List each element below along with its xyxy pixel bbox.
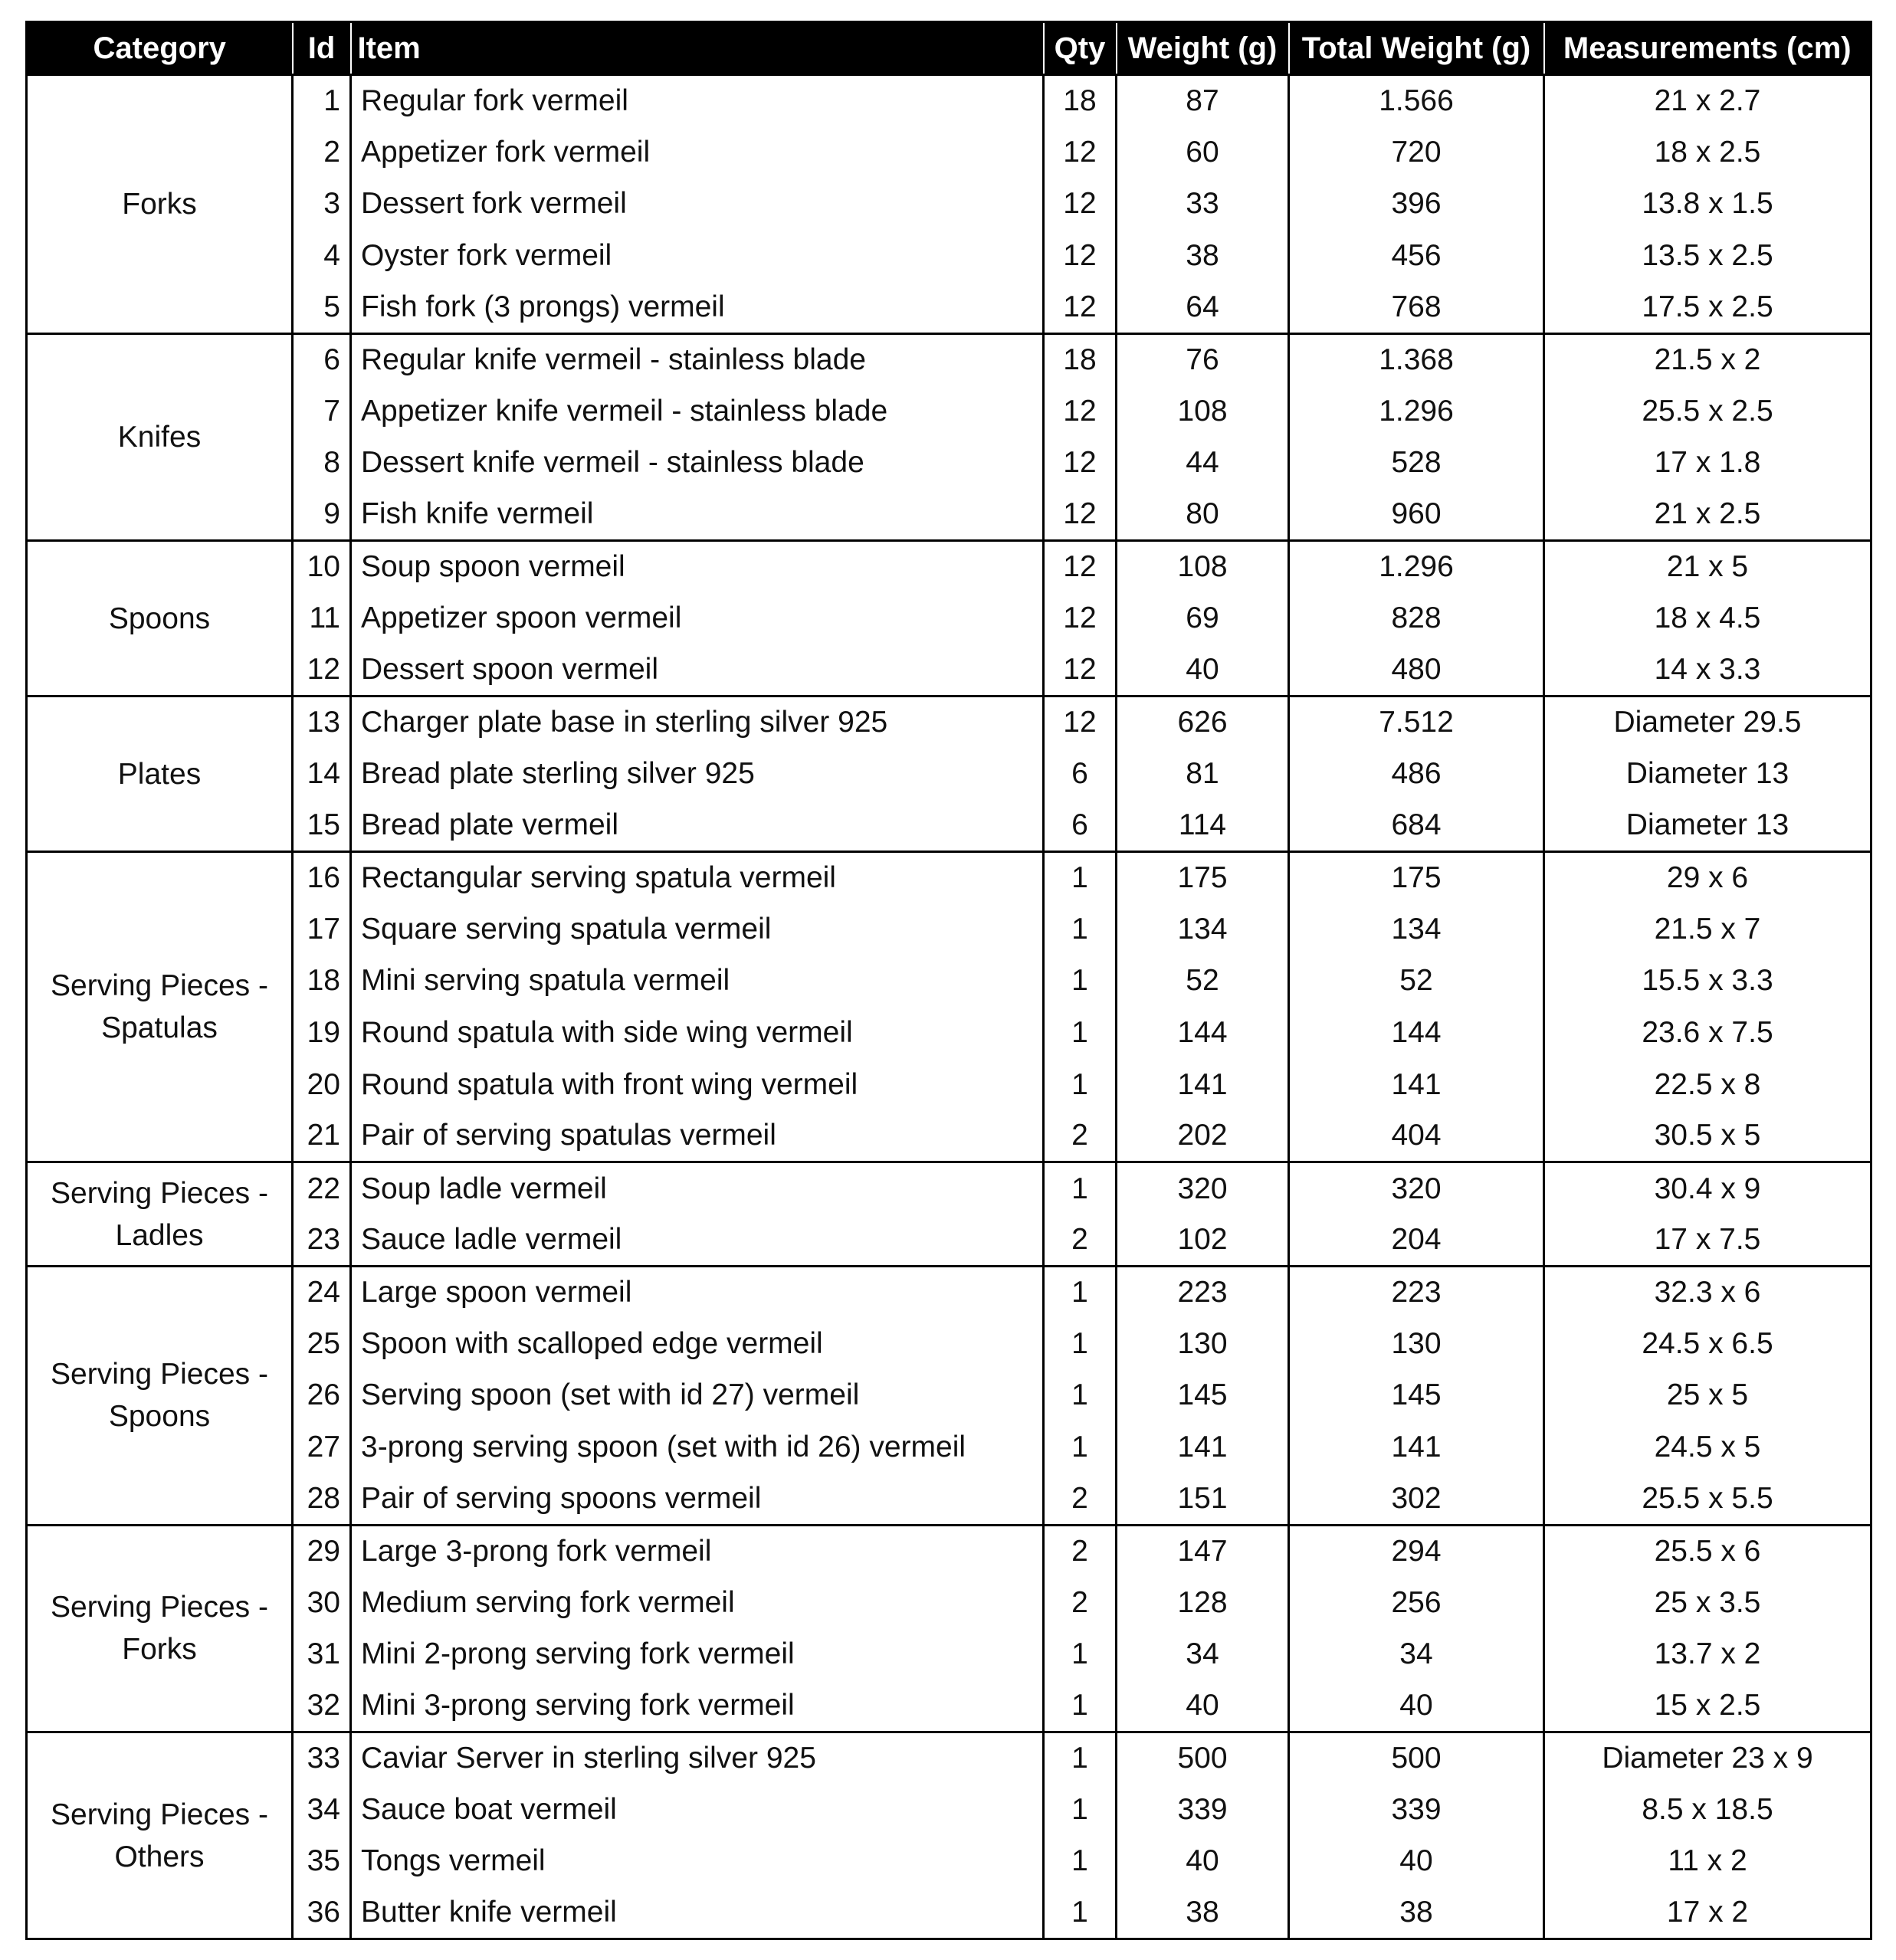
id-cell: 21 xyxy=(293,1110,351,1162)
item-cell: Dessert fork vermeil xyxy=(351,179,1044,231)
measurements-cell: 17 x 1.8 xyxy=(1544,438,1871,490)
item-cell: Soup spoon vermeil xyxy=(351,541,1044,593)
category-cell: Serving Pieces - Spatulas xyxy=(27,851,293,1162)
id-cell: 30 xyxy=(293,1577,351,1629)
measurements-cell: 30.5 x 5 xyxy=(1544,1110,1871,1162)
qty-cell: 1 xyxy=(1044,1628,1117,1680)
table-row xyxy=(27,1525,1871,1577)
total-weight-cell: 396 xyxy=(1289,179,1544,231)
weight-cell: 626 xyxy=(1117,696,1289,749)
table-row xyxy=(27,696,1871,749)
id-cell: 35 xyxy=(293,1836,351,1888)
item-cell: Mini 3-prong serving fork vermeil xyxy=(351,1680,1044,1732)
weight-cell: 339 xyxy=(1117,1784,1289,1836)
table-row xyxy=(27,230,1871,282)
id-cell: 7 xyxy=(293,385,351,438)
qty-cell: 1 xyxy=(1044,1887,1117,1939)
qty-cell: 1 xyxy=(1044,1421,1117,1473)
total-weight-cell: 130 xyxy=(1289,1318,1544,1370)
weight-cell: 81 xyxy=(1117,748,1289,800)
measurements-cell: 13.7 x 2 xyxy=(1544,1628,1871,1680)
total-weight-cell: 684 xyxy=(1289,800,1544,852)
qty-cell: 1 xyxy=(1044,1680,1117,1732)
table-row xyxy=(27,800,1871,852)
id-cell: 34 xyxy=(293,1784,351,1836)
weight-cell: 144 xyxy=(1117,1007,1289,1059)
table-row xyxy=(27,1887,1871,1939)
qty-cell: 12 xyxy=(1044,696,1117,749)
id-cell: 12 xyxy=(293,644,351,696)
qty-cell: 1 xyxy=(1044,1059,1117,1111)
table-body xyxy=(27,75,1871,1939)
category-cell: Knifes xyxy=(27,333,293,540)
total-weight-cell: 256 xyxy=(1289,1577,1544,1629)
item-cell: Soup ladle vermeil xyxy=(351,1162,1044,1214)
table-row xyxy=(27,1007,1871,1059)
qty-cell: 12 xyxy=(1044,385,1117,438)
table-row xyxy=(27,333,1871,385)
qty-cell: 12 xyxy=(1044,126,1117,179)
id-cell: 28 xyxy=(293,1473,351,1526)
measurements-cell: 13.8 x 1.5 xyxy=(1544,179,1871,231)
total-weight-cell: 52 xyxy=(1289,955,1544,1008)
weight-cell: 202 xyxy=(1117,1110,1289,1162)
weight-cell: 64 xyxy=(1117,282,1289,334)
total-weight-cell: 144 xyxy=(1289,1007,1544,1059)
total-weight-cell: 486 xyxy=(1289,748,1544,800)
total-weight-cell: 1.296 xyxy=(1289,385,1544,438)
measurements-cell: 18 x 2.5 xyxy=(1544,126,1871,179)
table-row xyxy=(27,1318,1871,1370)
weight-cell: 102 xyxy=(1117,1214,1289,1267)
item-cell: Appetizer fork vermeil xyxy=(351,126,1044,179)
table-row xyxy=(27,489,1871,541)
header-id: Id xyxy=(293,22,351,75)
weight-cell: 175 xyxy=(1117,851,1289,903)
id-cell: 29 xyxy=(293,1525,351,1577)
table-row xyxy=(27,126,1871,179)
item-cell: Appetizer spoon vermeil xyxy=(351,592,1044,644)
measurements-cell: 17 x 7.5 xyxy=(1544,1214,1871,1267)
id-cell: 10 xyxy=(293,541,351,593)
qty-cell: 1 xyxy=(1044,955,1117,1008)
measurements-cell: 8.5 x 18.5 xyxy=(1544,1784,1871,1836)
weight-cell: 87 xyxy=(1117,75,1289,127)
item-cell: Dessert spoon vermeil xyxy=(351,644,1044,696)
qty-cell: 1 xyxy=(1044,1007,1117,1059)
total-weight-cell: 141 xyxy=(1289,1421,1544,1473)
total-weight-cell: 1.296 xyxy=(1289,541,1544,593)
item-cell: Oyster fork vermeil xyxy=(351,230,1044,282)
inventory-sheet xyxy=(25,21,1870,1940)
category-cell: Plates xyxy=(27,696,293,852)
weight-cell: 320 xyxy=(1117,1162,1289,1214)
header-total-weight: Total Weight (g) xyxy=(1289,22,1544,75)
table-row xyxy=(27,1628,1871,1680)
total-weight-cell: 339 xyxy=(1289,1784,1544,1836)
category-cell: Serving Pieces - Spoons xyxy=(27,1266,293,1525)
weight-cell: 141 xyxy=(1117,1059,1289,1111)
table-row xyxy=(27,1836,1871,1888)
measurements-cell: 25.5 x 2.5 xyxy=(1544,385,1871,438)
qty-cell: 2 xyxy=(1044,1473,1117,1526)
id-cell: 19 xyxy=(293,1007,351,1059)
item-cell: Round spatula with side wing vermeil xyxy=(351,1007,1044,1059)
qty-cell: 6 xyxy=(1044,800,1117,852)
measurements-cell: 30.4 x 9 xyxy=(1544,1162,1871,1214)
id-cell: 9 xyxy=(293,489,351,541)
table-row xyxy=(27,1421,1871,1473)
category-cell: Serving Pieces - Others xyxy=(27,1732,293,1939)
weight-cell: 76 xyxy=(1117,333,1289,385)
total-weight-cell: 720 xyxy=(1289,126,1544,179)
id-cell: 24 xyxy=(293,1266,351,1318)
qty-cell: 12 xyxy=(1044,230,1117,282)
item-cell: Regular fork vermeil xyxy=(351,75,1044,127)
measurements-cell: 25.5 x 5.5 xyxy=(1544,1473,1871,1526)
measurements-cell: 25 x 3.5 xyxy=(1544,1577,1871,1629)
total-weight-cell: 456 xyxy=(1289,230,1544,282)
measurements-cell: 11 x 2 xyxy=(1544,1836,1871,1888)
item-cell: Medium serving fork vermeil xyxy=(351,1577,1044,1629)
id-cell: 14 xyxy=(293,748,351,800)
item-cell: Serving spoon (set with id 27) vermeil xyxy=(351,1369,1044,1421)
id-cell: 23 xyxy=(293,1214,351,1267)
weight-cell: 34 xyxy=(1117,1628,1289,1680)
qty-cell: 2 xyxy=(1044,1525,1117,1577)
id-cell: 3 xyxy=(293,179,351,231)
total-weight-cell: 404 xyxy=(1289,1110,1544,1162)
item-cell: Sauce boat vermeil xyxy=(351,1784,1044,1836)
qty-cell: 1 xyxy=(1044,1784,1117,1836)
total-weight-cell: 40 xyxy=(1289,1836,1544,1888)
item-cell: Pair of serving spatulas vermeil xyxy=(351,1110,1044,1162)
measurements-cell: 23.6 x 7.5 xyxy=(1544,1007,1871,1059)
id-cell: 4 xyxy=(293,230,351,282)
total-weight-cell: 134 xyxy=(1289,903,1544,955)
measurements-cell: 21 x 2.7 xyxy=(1544,75,1871,127)
measurements-cell: 21.5 x 2 xyxy=(1544,333,1871,385)
measurements-cell: 15 x 2.5 xyxy=(1544,1680,1871,1732)
table-row xyxy=(27,903,1871,955)
total-weight-cell: 204 xyxy=(1289,1214,1544,1267)
item-cell: Fish knife vermeil xyxy=(351,489,1044,541)
item-cell: Large 3-prong fork vermeil xyxy=(351,1525,1044,1577)
measurements-cell: 21.5 x 7 xyxy=(1544,903,1871,955)
qty-cell: 1 xyxy=(1044,903,1117,955)
total-weight-cell: 528 xyxy=(1289,438,1544,490)
total-weight-cell: 38 xyxy=(1289,1887,1544,1939)
weight-cell: 40 xyxy=(1117,644,1289,696)
weight-cell: 147 xyxy=(1117,1525,1289,1577)
measurements-cell: 18 x 4.5 xyxy=(1544,592,1871,644)
header-measurements: Measurements (cm) xyxy=(1544,22,1871,75)
measurements-cell: Diameter 23 x 9 xyxy=(1544,1732,1871,1785)
id-cell: 33 xyxy=(293,1732,351,1785)
table-row xyxy=(27,644,1871,696)
id-cell: 15 xyxy=(293,800,351,852)
measurements-cell: 25 x 5 xyxy=(1544,1369,1871,1421)
qty-cell: 1 xyxy=(1044,851,1117,903)
weight-cell: 52 xyxy=(1117,955,1289,1008)
id-cell: 26 xyxy=(293,1369,351,1421)
qty-cell: 12 xyxy=(1044,644,1117,696)
item-cell: Regular knife vermeil - stainless blade xyxy=(351,333,1044,385)
table-row xyxy=(27,1059,1871,1111)
measurements-cell: 13.5 x 2.5 xyxy=(1544,230,1871,282)
qty-cell: 12 xyxy=(1044,541,1117,593)
qty-cell: 2 xyxy=(1044,1110,1117,1162)
qty-cell: 12 xyxy=(1044,179,1117,231)
item-cell: Bread plate vermeil xyxy=(351,800,1044,852)
measurements-cell: 15.5 x 3.3 xyxy=(1544,955,1871,1008)
id-cell: 32 xyxy=(293,1680,351,1732)
table-row xyxy=(27,1577,1871,1629)
total-weight-cell: 828 xyxy=(1289,592,1544,644)
weight-cell: 128 xyxy=(1117,1577,1289,1629)
weight-cell: 151 xyxy=(1117,1473,1289,1526)
weight-cell: 38 xyxy=(1117,1887,1289,1939)
measurements-cell: 24.5 x 5 xyxy=(1544,1421,1871,1473)
category-cell: Forks xyxy=(27,75,293,334)
id-cell: 18 xyxy=(293,955,351,1008)
qty-cell: 1 xyxy=(1044,1369,1117,1421)
table-row xyxy=(27,1266,1871,1318)
qty-cell: 12 xyxy=(1044,282,1117,334)
total-weight-cell: 768 xyxy=(1289,282,1544,334)
header-item: Item xyxy=(351,22,1044,75)
measurements-cell: 14 x 3.3 xyxy=(1544,644,1871,696)
total-weight-cell: 960 xyxy=(1289,489,1544,541)
table-row xyxy=(27,1732,1871,1785)
measurements-cell: 32.3 x 6 xyxy=(1544,1266,1871,1318)
category-cell: Serving Pieces - Ladles xyxy=(27,1162,293,1266)
qty-cell: 12 xyxy=(1044,489,1117,541)
measurements-cell: Diameter 13 xyxy=(1544,800,1871,852)
item-cell: Large spoon vermeil xyxy=(351,1266,1044,1318)
total-weight-cell: 34 xyxy=(1289,1628,1544,1680)
table-row xyxy=(27,1110,1871,1162)
table-row xyxy=(27,179,1871,231)
weight-cell: 134 xyxy=(1117,903,1289,955)
item-cell: Appetizer knife vermeil - stainless blade xyxy=(351,385,1044,438)
measurements-cell: 21 x 2.5 xyxy=(1544,489,1871,541)
id-cell: 8 xyxy=(293,438,351,490)
item-cell: 3-prong serving spoon (set with id 26) vermeil xyxy=(351,1421,1044,1473)
id-cell: 11 xyxy=(293,592,351,644)
measurements-cell: 29 x 6 xyxy=(1544,851,1871,903)
id-cell: 6 xyxy=(293,333,351,385)
total-weight-cell: 1.566 xyxy=(1289,75,1544,127)
id-cell: 36 xyxy=(293,1887,351,1939)
weight-cell: 114 xyxy=(1117,800,1289,852)
id-cell: 13 xyxy=(293,696,351,749)
total-weight-cell: 40 xyxy=(1289,1680,1544,1732)
item-cell: Spoon with scalloped edge vermeil xyxy=(351,1318,1044,1370)
total-weight-cell: 500 xyxy=(1289,1732,1544,1785)
table-row xyxy=(27,385,1871,438)
table-row xyxy=(27,748,1871,800)
measurements-cell: 17 x 2 xyxy=(1544,1887,1871,1939)
header-category: Category xyxy=(27,22,293,75)
table-row xyxy=(27,1473,1871,1526)
category-cell: Serving Pieces - Forks xyxy=(27,1525,293,1732)
weight-cell: 38 xyxy=(1117,230,1289,282)
weight-cell: 33 xyxy=(1117,179,1289,231)
measurements-cell: 22.5 x 8 xyxy=(1544,1059,1871,1111)
weight-cell: 500 xyxy=(1117,1732,1289,1785)
item-cell: Mini serving spatula vermeil xyxy=(351,955,1044,1008)
inventory-table xyxy=(25,21,1872,1940)
item-cell: Dessert knife vermeil - stainless blade xyxy=(351,438,1044,490)
table-row xyxy=(27,1162,1871,1214)
item-cell: Square serving spatula vermeil xyxy=(351,903,1044,955)
qty-cell: 18 xyxy=(1044,333,1117,385)
total-weight-cell: 223 xyxy=(1289,1266,1544,1318)
qty-cell: 2 xyxy=(1044,1577,1117,1629)
total-weight-cell: 145 xyxy=(1289,1369,1544,1421)
measurements-cell: 24.5 x 6.5 xyxy=(1544,1318,1871,1370)
table-row xyxy=(27,438,1871,490)
id-cell: 31 xyxy=(293,1628,351,1680)
header-row xyxy=(27,22,1871,75)
item-cell: Bread plate sterling silver 925 xyxy=(351,748,1044,800)
item-cell: Fish fork (3 prongs) vermeil xyxy=(351,282,1044,334)
item-cell: Sauce ladle vermeil xyxy=(351,1214,1044,1267)
weight-cell: 223 xyxy=(1117,1266,1289,1318)
qty-cell: 1 xyxy=(1044,1266,1117,1318)
total-weight-cell: 480 xyxy=(1289,644,1544,696)
item-cell: Caviar Server in sterling silver 925 xyxy=(351,1732,1044,1785)
total-weight-cell: 7.512 xyxy=(1289,696,1544,749)
item-cell: Pair of serving spoons vermeil xyxy=(351,1473,1044,1526)
measurements-cell: Diameter 13 xyxy=(1544,748,1871,800)
total-weight-cell: 175 xyxy=(1289,851,1544,903)
table-row xyxy=(27,75,1871,127)
table-row xyxy=(27,541,1871,593)
id-cell: 16 xyxy=(293,851,351,903)
item-cell: Tongs vermeil xyxy=(351,1836,1044,1888)
id-cell: 1 xyxy=(293,75,351,127)
total-weight-cell: 141 xyxy=(1289,1059,1544,1111)
category-cell: Spoons xyxy=(27,541,293,696)
weight-cell: 108 xyxy=(1117,385,1289,438)
weight-cell: 141 xyxy=(1117,1421,1289,1473)
measurements-cell: 25.5 x 6 xyxy=(1544,1525,1871,1577)
weight-cell: 69 xyxy=(1117,592,1289,644)
id-cell: 22 xyxy=(293,1162,351,1214)
qty-cell: 2 xyxy=(1044,1214,1117,1267)
weight-cell: 108 xyxy=(1117,541,1289,593)
table-row xyxy=(27,1680,1871,1732)
qty-cell: 18 xyxy=(1044,75,1117,127)
measurements-cell: Diameter 29.5 xyxy=(1544,696,1871,749)
header-qty: Qty xyxy=(1044,22,1117,75)
qty-cell: 1 xyxy=(1044,1162,1117,1214)
table-row xyxy=(27,1214,1871,1267)
table-row xyxy=(27,851,1871,903)
qty-cell: 12 xyxy=(1044,438,1117,490)
table-header xyxy=(27,22,1871,75)
item-cell: Mini 2-prong serving fork vermeil xyxy=(351,1628,1044,1680)
measurements-cell: 17.5 x 2.5 xyxy=(1544,282,1871,334)
table-row xyxy=(27,1784,1871,1836)
total-weight-cell: 320 xyxy=(1289,1162,1544,1214)
qty-cell: 12 xyxy=(1044,592,1117,644)
item-cell: Rectangular serving spatula vermeil xyxy=(351,851,1044,903)
table-row xyxy=(27,282,1871,334)
total-weight-cell: 294 xyxy=(1289,1525,1544,1577)
header-weight: Weight (g) xyxy=(1117,22,1289,75)
id-cell: 20 xyxy=(293,1059,351,1111)
id-cell: 27 xyxy=(293,1421,351,1473)
weight-cell: 40 xyxy=(1117,1836,1289,1888)
total-weight-cell: 302 xyxy=(1289,1473,1544,1526)
weight-cell: 130 xyxy=(1117,1318,1289,1370)
id-cell: 17 xyxy=(293,903,351,955)
item-cell: Charger plate base in sterling silver 925 xyxy=(351,696,1044,749)
qty-cell: 1 xyxy=(1044,1732,1117,1785)
table-row xyxy=(27,592,1871,644)
id-cell: 25 xyxy=(293,1318,351,1370)
qty-cell: 1 xyxy=(1044,1318,1117,1370)
weight-cell: 60 xyxy=(1117,126,1289,179)
item-cell: Round spatula with front wing vermeil xyxy=(351,1059,1044,1111)
total-weight-cell: 1.368 xyxy=(1289,333,1544,385)
id-cell: 2 xyxy=(293,126,351,179)
qty-cell: 1 xyxy=(1044,1836,1117,1888)
id-cell: 5 xyxy=(293,282,351,334)
weight-cell: 145 xyxy=(1117,1369,1289,1421)
weight-cell: 44 xyxy=(1117,438,1289,490)
table-row xyxy=(27,1369,1871,1421)
weight-cell: 80 xyxy=(1117,489,1289,541)
measurements-cell: 21 x 5 xyxy=(1544,541,1871,593)
qty-cell: 6 xyxy=(1044,748,1117,800)
item-cell: Butter knife vermeil xyxy=(351,1887,1044,1939)
table-row xyxy=(27,955,1871,1008)
weight-cell: 40 xyxy=(1117,1680,1289,1732)
